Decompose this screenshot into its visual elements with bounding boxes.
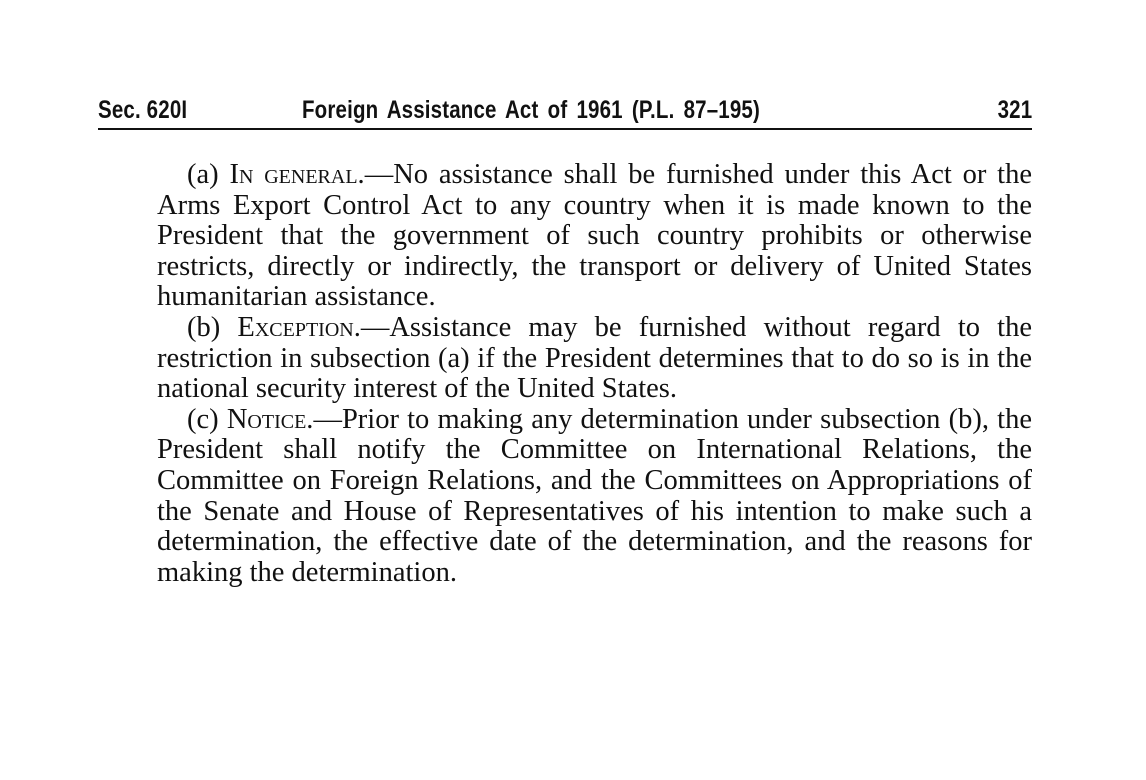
subsection-label: (a) [187,159,230,190]
page-number: 321 [997,96,1032,124]
subsection-label: (b) [187,311,238,343]
section-number: Sec. 620I [98,96,188,124]
running-head [98,92,1032,130]
subsection-text: —No assistance shall be furnished under this Act or the Arms Export Control Act to any country when it is made known to the President that the government of such country prohibits or otherwise restricts, directly or indirectly, the transport or delivery of United States humanitarian assistance. [157,159,1032,313]
subsection-b [157,313,1032,405]
statute-body [157,160,1032,588]
subsection-a [157,160,1032,313]
subsection-c [157,405,1032,589]
subsection-heading: In general. [229,159,365,190]
act-title: Foreign Assistance Act of 1961 (P.L. 87–195) [302,96,760,124]
subsection-text: —Prior to making any determination under subsection (b), the President shall notify the Committee on International Relations, the Committee on Foreign Relations, and the Committees on Appropriations of the Senate and House of Representatives of his intention to make such a determination, the effective date of the determination, and the reasons for making the determination. [157,403,1033,588]
subsection-text: —Assistance may be furnished without regard to the restriction in subsection (a) if the President determines that to do so is in the national security interest of the United States. [157,311,1032,405]
subsection-heading: Exception. [237,311,361,343]
subsection-label: (c) [187,403,227,435]
subsection-heading: Notice. [226,403,314,435]
